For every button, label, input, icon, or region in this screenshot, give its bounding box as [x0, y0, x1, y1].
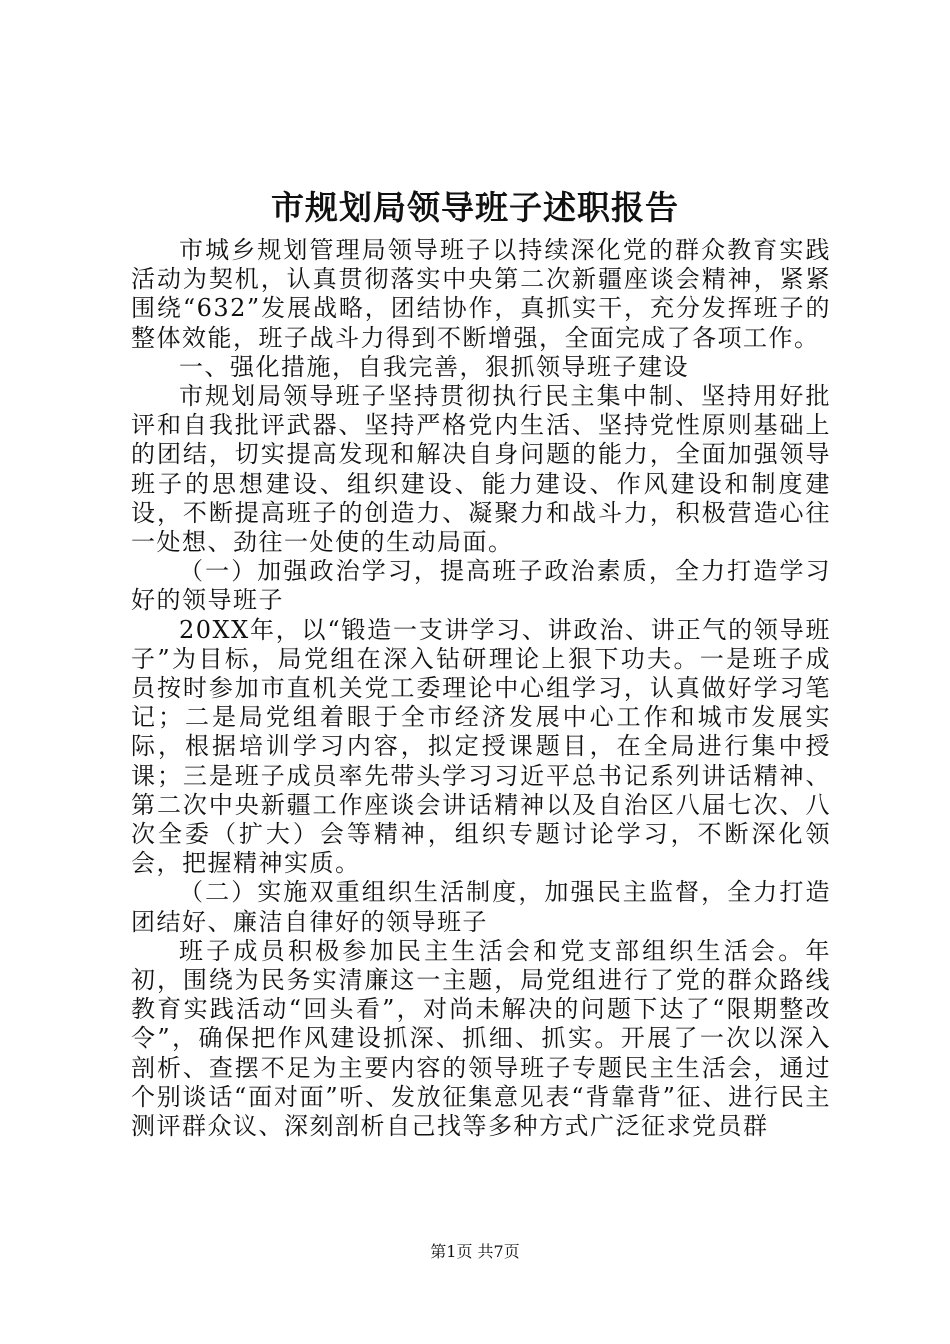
paragraph-subsection-2: 班子成员积极参加民主生活会和党支部组织生活会。年初，围绕为民务实清廉这一主题，局党组进行了党的群众路线教育实践活动“回头看”，对尚未解决的问题下达了“限期整改令”，确保把作风建设抓深、抓细、抓实。开展了一次以深入剖析、查摆不足为主要内容的领导班子专题民主生活会，通过个别谈话“面对面”听、发放征集意见表“背靠背”征、进行民主测评群众议、深刻剖析自己找等多种方式广泛征求党员群: [131, 936, 831, 1141]
document-body: [131, 236, 831, 1141]
paragraph-intro: 市城乡规划管理局领导班子以持续深化党的群众教育实践活动为契机，认真贯彻落实中央第二次新疆座谈会精神，紧紧围绕“632”发展战略，团结协作，真抓实干，充分发挥班子的整体效能，班子战斗力得到不断增强，全面完成了各项工作。: [131, 236, 831, 352]
page-number-footer: 第1页 共7页: [430, 1242, 520, 1261]
paragraph-subsection-1: 20XX年，以“锻造一支讲学习、讲政治、讲正气的领导班子”为目标，局党组在深入钻研理论上狠下功夫。一是班子成员按时参加市直机关党工委理论中心组学习，认真做好学习笔记；二是局党组着眼于全市经济发展中心工作和城市发展实际，根据培训学习内容，拟定授课题目，在全局进行集中授课；三是班子成员率先带头学习习近平总书记系列讲话精神、第二次中央新疆工作座谈会讲话精神以及自治区八届七次、八次全委（扩大）会等精神，组织专题讨论学习，不断深化领会，把握精神实质。: [131, 615, 831, 878]
subsection-heading-1: （一）加强政治学习，提高班子政治素质，全力打造学习好的领导班子: [131, 557, 831, 615]
paragraph-section-1: 市规划局领导班子坚持贯彻执行民主集中制、坚持用好批评和自我批评武器、坚持严格党内生活、坚持党性原则基础上的团结，切实提高发现和解决自身问题的能力，全面加强领导班子的思想建设、组织建设、能力建设、作风建设和制度建设，不断提高班子的创造力、凝聚力和战斗力，积极营造心往一处想、劲往一处使的生动局面。: [131, 382, 831, 557]
document-title: 市规划局领导班子述职报告: [271, 188, 679, 227]
subsection-heading-2: （二）实施双重组织生活制度，加强民主监督，全力打造团结好、廉洁自律好的领导班子: [131, 878, 831, 936]
section-heading-1: 一、强化措施，自我完善，狠抓领导班子建设: [179, 352, 689, 381]
